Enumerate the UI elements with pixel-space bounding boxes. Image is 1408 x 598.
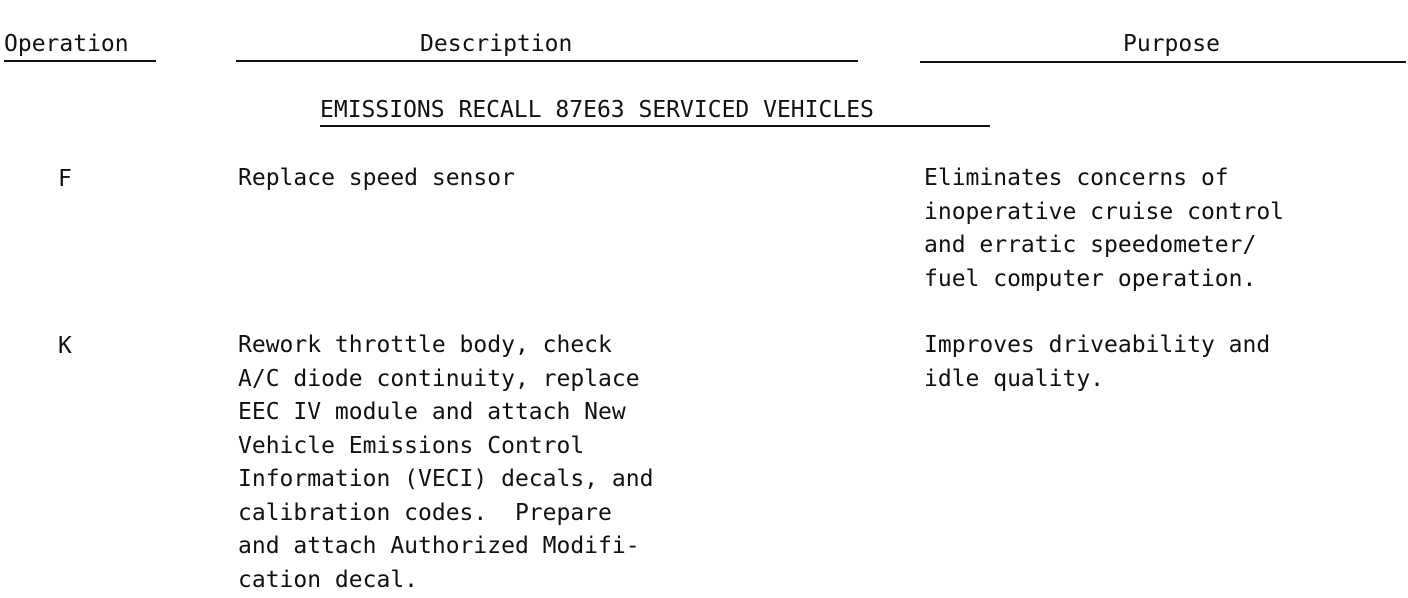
row-k-operation: K bbox=[58, 333, 72, 359]
description-line: Information (VECI) decals, and bbox=[238, 466, 654, 492]
header-purpose: Purpose bbox=[1123, 31, 1220, 57]
description-line: Rework throttle body, check bbox=[238, 332, 612, 358]
purpose-line: idle quality. bbox=[924, 365, 1105, 392]
description-line: A/C diode continuity, replace bbox=[238, 365, 640, 392]
section-title-underline bbox=[320, 125, 990, 127]
purpose-line: and erratic speedometer/ bbox=[924, 232, 1257, 258]
row-f-purpose bbox=[924, 162, 1284, 296]
description-line: and attach Authorized Modifi- bbox=[238, 533, 640, 559]
row-f-description bbox=[238, 162, 515, 196]
description-line: calibration codes. Prepare bbox=[238, 499, 612, 526]
header-purpose-rule bbox=[920, 61, 1406, 63]
purpose-line: Eliminates concerns of bbox=[924, 165, 1229, 191]
header-operation-underline bbox=[4, 60, 156, 62]
header-description-rule bbox=[236, 60, 858, 62]
description-line: EEC IV module and attach New bbox=[238, 399, 626, 425]
purpose-line: inoperative cruise control bbox=[924, 198, 1285, 225]
purpose-line: fuel computer operation. bbox=[924, 265, 1257, 292]
row-f-operation: F bbox=[58, 166, 72, 192]
description-line: Vehicle Emissions Control bbox=[238, 432, 585, 459]
header-operation: Operation bbox=[4, 31, 129, 57]
description-line: Replace speed sensor bbox=[238, 165, 515, 191]
description-line: cation decal. bbox=[238, 566, 419, 593]
row-k-description bbox=[238, 329, 653, 597]
purpose-line: Improves driveability and bbox=[924, 332, 1271, 358]
section-title: EMISSIONS RECALL 87E63 SERVICED VEHICLES bbox=[320, 97, 874, 123]
row-k-purpose bbox=[924, 329, 1270, 396]
header-description: Description bbox=[420, 31, 573, 57]
